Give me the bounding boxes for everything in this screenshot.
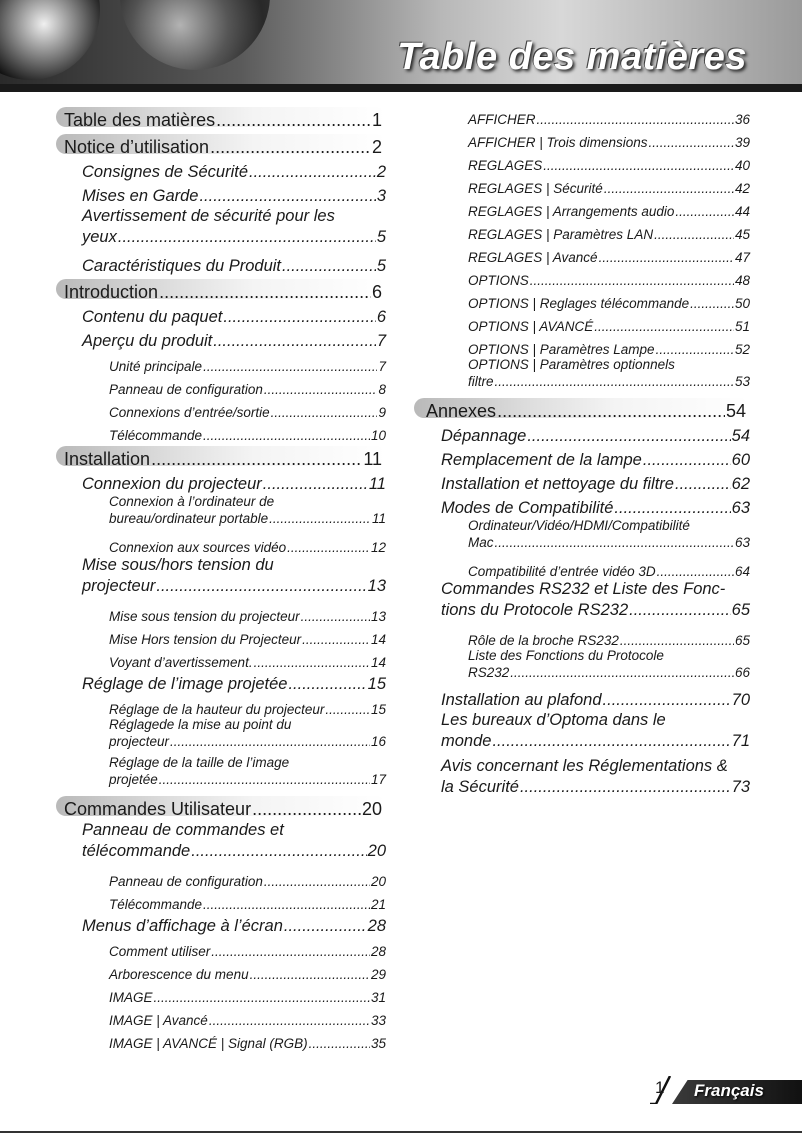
toc-entry[interactable] <box>414 265 750 288</box>
toc-entry[interactable] <box>414 625 750 648</box>
toc-entry[interactable] <box>56 104 386 131</box>
toc-page-number: 54 <box>731 427 750 445</box>
toc-entry[interactable] <box>56 647 386 670</box>
toc-entry[interactable] <box>56 303 386 327</box>
toc-dot-leader <box>594 319 734 334</box>
toc-entry[interactable] <box>56 206 386 252</box>
toc-entry[interactable] <box>56 670 386 694</box>
toc-page-number: 52 <box>734 342 750 357</box>
toc-entry-title: Réglage de la taille de l’image <box>109 755 290 770</box>
header-rule <box>0 84 802 92</box>
toc-entry-line2 <box>468 535 750 552</box>
toc-entry-title: Avertissement de sécurité pour les <box>82 207 335 225</box>
page-number: 1 <box>655 1078 665 1097</box>
toc-entry-title: Dépannage <box>441 427 527 445</box>
toc-dot-leader <box>497 401 725 422</box>
toc-entry-title: Consignes de Sécurité <box>82 163 249 181</box>
toc-dot-leader <box>675 475 731 494</box>
toc-entry-title-cont: projecteur <box>82 577 156 595</box>
toc-entry-title: REGLAGES <box>468 158 543 173</box>
toc-entry[interactable] <box>414 288 750 311</box>
toc-page-number: 39 <box>734 135 750 150</box>
toc-dot-leader <box>690 296 734 311</box>
toc-entry-title: Aperçu du produit <box>82 332 213 350</box>
toc-entry-title: Mise sous/hors tension du <box>82 556 274 574</box>
toc-dot-leader <box>264 382 378 397</box>
toc-entry[interactable] <box>56 820 386 866</box>
toc-page-number: 5 <box>376 228 386 246</box>
toc-dot-leader <box>191 841 366 862</box>
toc-dot-leader <box>159 772 370 789</box>
toc-entry-title: Panneau de commandes et <box>82 821 284 839</box>
toc-page-number: 31 <box>370 990 386 1005</box>
toc-dot-leader <box>252 799 361 820</box>
toc-entry-title-cont: projetée <box>109 771 158 787</box>
toc-page-number: 15 <box>370 702 386 717</box>
toc-entry-title: Connexions d’entrée/sortie <box>109 405 270 420</box>
toc-entry[interactable] <box>56 158 386 182</box>
toc-entry-title-cont: tions du Protocole RS232 <box>441 601 629 619</box>
toc-page-number: 44 <box>734 204 750 219</box>
toc-entry[interactable] <box>56 470 386 494</box>
toc-entry[interactable] <box>56 327 386 351</box>
toc-entry[interactable] <box>414 579 750 625</box>
toc-page-number: 71 <box>731 732 750 750</box>
toc-entry[interactable] <box>56 397 386 420</box>
toc-dot-leader <box>211 944 370 959</box>
toc-dot-leader <box>151 449 362 470</box>
toc-page-number: 63 <box>731 499 750 517</box>
toc-entry-title: OPTIONS | AVANCÉ <box>468 319 594 334</box>
toc-page-number: 20 <box>367 842 386 860</box>
toc-entry[interactable] <box>56 1005 386 1028</box>
toc-page-number: 42 <box>734 181 750 196</box>
toc-page-number: 47 <box>734 250 750 265</box>
toc-entry-title-cont: monde <box>441 732 492 750</box>
toc-entry-title: Commandes Utilisateur <box>64 799 252 819</box>
toc-dot-leader <box>654 227 734 242</box>
toc-dot-leader <box>213 332 376 351</box>
toc-entry[interactable] <box>414 219 750 242</box>
toc-dot-leader <box>301 609 370 624</box>
toc-page-number: 12 <box>370 540 386 555</box>
toc-page-number: 54 <box>725 401 746 421</box>
toc-entry[interactable] <box>56 755 386 793</box>
toc-entry-title: Comment utiliser <box>109 944 211 959</box>
toc-entry[interactable] <box>56 889 386 912</box>
toc-entry[interactable] <box>414 756 750 802</box>
toc-entry-title: Installation et nettoyage du filtre <box>441 475 674 493</box>
toc-entry-title: Compatibilité d’entrée vidéo 3D <box>468 564 656 579</box>
toc-page-number: 64 <box>734 564 750 579</box>
toc-entry-line2 <box>468 374 750 391</box>
toc-entry[interactable] <box>56 959 386 982</box>
toc-entry[interactable] <box>56 601 386 624</box>
toc-dot-leader <box>649 135 734 150</box>
projector-lens-image <box>0 0 100 80</box>
toc-entry-title: Panneau de configuration <box>109 382 263 397</box>
toc-entry-title: Installation au plafond <box>441 691 602 709</box>
toc-page-number: 8 <box>378 382 386 397</box>
toc-entry[interactable] <box>56 351 386 374</box>
toc-page-number: 13 <box>370 609 386 624</box>
toc-entry[interactable] <box>414 686 750 710</box>
toc-page-number: 60 <box>731 451 750 469</box>
toc-entry-title: OPTIONS <box>468 273 529 288</box>
toc-entry-title: Installation <box>64 449 151 469</box>
toc-entry-title: OPTIONS | Paramètres Lampe <box>468 342 655 357</box>
toc-entry[interactable] <box>414 518 750 556</box>
toc-dot-leader <box>492 731 730 752</box>
toc-dot-leader <box>657 564 734 579</box>
toc-page-number: 10 <box>370 428 386 443</box>
toc-entry[interactable] <box>414 173 750 196</box>
toc-dot-leader <box>527 427 730 446</box>
toc-dot-leader <box>495 374 734 391</box>
toc-entry-title-cont: yeux <box>82 228 117 246</box>
toc-dot-leader <box>495 535 734 552</box>
toc-dot-leader <box>675 204 734 219</box>
toc-page-number: 14 <box>370 632 386 647</box>
toc-dot-leader <box>254 655 370 670</box>
toc-dot-leader <box>209 1013 370 1028</box>
toc-entry[interactable] <box>414 556 750 579</box>
toc-entry-line2 <box>82 841 386 862</box>
toc-entry-title-cont: projecteur <box>109 733 170 749</box>
toc-entry-title: REGLAGES | Avancé <box>468 250 598 265</box>
toc-page-number: 29 <box>370 967 386 982</box>
toc-entry[interactable] <box>56 252 386 276</box>
toc-entry-line2 <box>82 227 386 248</box>
toc-entry-title: Les bureaux d’Optoma dans le <box>441 711 666 729</box>
toc-dot-leader <box>599 250 734 265</box>
toc-page-number: 7 <box>378 359 386 374</box>
toc-entry[interactable] <box>56 532 386 555</box>
toc-entry[interactable] <box>56 420 386 443</box>
toc-dot-leader <box>302 632 370 647</box>
toc-entry[interactable] <box>414 395 750 422</box>
toc-page-number: 20 <box>370 874 386 889</box>
toc-page-number: 28 <box>370 944 386 959</box>
toc-page-number: 14 <box>370 655 386 670</box>
toc-entry-line2 <box>468 665 750 682</box>
toc-entry[interactable] <box>56 443 386 470</box>
toc-page-number: 66 <box>734 664 750 680</box>
toc-entry[interactable] <box>56 717 386 755</box>
toc-dot-leader <box>199 187 375 206</box>
toc-entry-title: IMAGE | AVANCÉ | Signal (RGB) <box>109 1036 308 1051</box>
toc-entry-title: Caractéristiques du Produit <box>82 257 282 275</box>
toc-dot-leader <box>156 576 366 597</box>
toc-entry-title: Réglagede la mise au point du <box>109 717 292 732</box>
toc-page-number: 17 <box>370 771 386 787</box>
toc-dot-leader <box>603 691 731 710</box>
toc-entry-title: OPTIONS | Paramètres optionnels <box>468 357 675 372</box>
toc-page-number: 20 <box>361 799 382 819</box>
toc-page-number: 65 <box>734 633 750 648</box>
projector-lens-image-secondary <box>120 0 270 70</box>
toc-entry-title: Télécommande <box>109 428 203 443</box>
toc-entry-title: OPTIONS | Reglages télécommande <box>468 296 690 311</box>
toc-entry[interactable] <box>56 182 386 206</box>
toc-entry[interactable] <box>414 494 750 518</box>
toc-page-number: 11 <box>371 510 386 526</box>
toc-dot-leader <box>282 257 376 276</box>
toc-entry-title: Mise Hors tension du Projecteur <box>109 632 302 647</box>
toc-entry[interactable] <box>414 127 750 150</box>
toc-dot-leader <box>249 163 376 182</box>
toc-entry-title: Mises en Garde <box>82 187 199 205</box>
toc-entry-title: IMAGE <box>109 990 153 1005</box>
toc-dot-leader <box>530 273 734 288</box>
toc-dot-leader <box>620 633 734 648</box>
toc-dot-leader <box>325 702 370 717</box>
toc-dot-leader <box>604 181 734 196</box>
toc-dot-leader <box>643 451 731 470</box>
toc-page-number: 40 <box>734 158 750 173</box>
toc-dot-leader <box>269 511 371 528</box>
toc-page-number: 63 <box>734 534 750 550</box>
toc-entry[interactable] <box>414 104 750 127</box>
toc-page-number: 3 <box>376 187 386 205</box>
toc-entry-title: Table des matières <box>64 110 216 130</box>
toc-entry-title: Introduction <box>64 282 159 302</box>
toc-page-number: 2 <box>376 163 386 181</box>
toc-entry[interactable] <box>414 196 750 219</box>
toc-entry-title: Remplacement de la lampe <box>441 451 642 469</box>
toc-page-number: 15 <box>367 675 386 693</box>
toc-entry-title: Annexes <box>426 401 497 421</box>
toc-entry[interactable] <box>414 648 750 686</box>
toc-entry-line2 <box>109 734 386 751</box>
toc-page-number: 70 <box>731 691 750 709</box>
toc-entry-title: REGLAGES | Paramètres LAN <box>468 227 654 242</box>
toc-dot-leader <box>510 665 734 682</box>
toc-dot-leader <box>210 137 371 158</box>
toc-page-number: 35 <box>370 1036 386 1051</box>
toc-entry-title-cont: filtre <box>468 373 494 389</box>
toc-dot-leader <box>656 342 734 357</box>
toc-right-column <box>414 104 750 802</box>
toc-dot-leader <box>203 359 377 374</box>
toc-entry-title: AFFICHER | Trois dimensions <box>468 135 648 150</box>
toc-dot-leader <box>264 874 370 889</box>
toc-entry-title: Modes de Compatibilité <box>441 499 614 517</box>
toc-dot-leader <box>203 428 370 443</box>
toc-entry-title: Connexion aux sources vidéo <box>109 540 287 555</box>
toc-page-number: 65 <box>731 601 750 619</box>
toc-dot-leader <box>263 475 368 494</box>
toc-page-number: 7 <box>376 332 386 350</box>
toc-entry-title-cont: Mac <box>468 534 494 550</box>
toc-entry-title-cont: bureau/ordinateur portable <box>109 510 269 526</box>
toc-page-number: 9 <box>378 405 386 420</box>
page-title: Table des matières <box>397 36 747 78</box>
toc-entry[interactable] <box>56 624 386 647</box>
toc-entry-title: REGLAGES | Sécurité <box>468 181 603 196</box>
toc-entry[interactable] <box>414 357 750 395</box>
toc-page-number: 33 <box>370 1013 386 1028</box>
toc-page-number: 51 <box>734 319 750 334</box>
toc-page-number: 13 <box>367 577 386 595</box>
toc-entry-title: Panneau de configuration <box>109 874 263 889</box>
toc-dot-leader <box>203 897 370 912</box>
toc-page-number: 2 <box>371 137 382 157</box>
toc-entry[interactable] <box>414 242 750 265</box>
toc-dot-leader <box>543 158 734 173</box>
toc-dot-leader <box>309 1036 370 1051</box>
toc-page-number: 28 <box>367 917 386 935</box>
toc-dot-leader <box>614 499 730 518</box>
toc-entry-title: Voyant d’avertissement. <box>109 655 253 670</box>
toc-entry-title: Unité principale <box>109 359 203 374</box>
toc-entry-title: Connexion du projecteur <box>82 475 262 493</box>
toc-page-number: 48 <box>734 273 750 288</box>
toc-entry[interactable] <box>56 276 386 303</box>
toc-entry[interactable] <box>56 555 386 601</box>
toc-entry-title: Liste des Fonctions du Protocole <box>468 648 664 663</box>
toc-entry-title: Avis concernant les Réglementations & <box>441 757 728 775</box>
toc-entry[interactable] <box>56 494 386 532</box>
toc-dot-leader <box>154 990 370 1005</box>
toc-entry-title-cont: télécommande <box>82 842 191 860</box>
toc-page-number: 11 <box>368 475 386 493</box>
toc-entry-title: Mise sous tension du projecteur <box>109 609 300 624</box>
toc-entry[interactable] <box>414 710 750 756</box>
toc-dot-leader <box>629 600 731 621</box>
toc-entry[interactable] <box>56 374 386 397</box>
toc-entry-line2 <box>441 600 750 621</box>
toc-entry-title: REGLAGES | Arrangements audio <box>468 204 675 219</box>
toc-entry-title: IMAGE | Avancé <box>109 1013 208 1028</box>
toc-page-number: 36 <box>734 112 750 127</box>
toc-dot-leader <box>223 308 375 327</box>
toc-entry-title: AFFICHER <box>468 112 536 127</box>
toc-entry[interactable] <box>414 446 750 470</box>
toc-entry-title: Notice d’utilisation <box>64 137 210 157</box>
toc-page-number: 6 <box>376 308 386 326</box>
toc-entry-line2 <box>441 731 750 752</box>
toc-entry-title: Télécommande <box>109 897 203 912</box>
toc-dot-leader <box>250 967 370 982</box>
toc-dot-leader <box>284 917 367 936</box>
toc-entry[interactable] <box>56 131 386 158</box>
toc-entry-title-cont: RS232 <box>468 664 510 680</box>
toc-page-number: 5 <box>376 257 386 275</box>
language-label: Français <box>694 1081 764 1100</box>
toc-left-column <box>56 104 386 1051</box>
toc-entry-title: Réglage de l’image projetée <box>82 675 288 693</box>
toc-page-number: 16 <box>370 733 386 749</box>
toc-page-number: 45 <box>734 227 750 242</box>
toc-dot-leader <box>216 110 371 131</box>
toc-entry[interactable] <box>414 422 750 446</box>
toc-entry-title: Commandes RS232 et Liste des Fonc- <box>441 580 726 598</box>
toc-entry[interactable] <box>56 866 386 889</box>
toc-page-number: 53 <box>734 373 750 389</box>
toc-dot-leader <box>288 675 366 694</box>
toc-entry-line2 <box>82 576 386 597</box>
toc-dot-leader <box>159 282 371 303</box>
toc-entry-line2 <box>441 777 750 798</box>
toc-entry-title: Connexion à l’ordinateur de <box>109 494 275 509</box>
toc-page-number: 62 <box>731 475 750 493</box>
toc-page-number: 73 <box>731 778 750 796</box>
toc-entry-title: Contenu du paquet <box>82 308 223 326</box>
toc-entry[interactable] <box>414 150 750 173</box>
toc-entry-title: Menus d’affichage à l’écran <box>82 917 283 935</box>
toc-page-number: 21 <box>370 897 386 912</box>
toc-entry-title: Ordinateur/Vidéo/HDMI/Compatibilité <box>468 518 690 533</box>
toc-dot-leader <box>287 540 370 555</box>
toc-entry[interactable] <box>56 694 386 717</box>
toc-dot-leader <box>271 405 378 420</box>
toc-page-number: 11 <box>363 449 382 469</box>
toc-dot-leader <box>118 227 376 248</box>
toc-entry-title: Réglage de la hauteur du projecteur <box>109 702 325 717</box>
toc-dot-leader <box>537 112 734 127</box>
toc-entry[interactable] <box>56 982 386 1005</box>
toc-entry[interactable] <box>56 793 386 820</box>
toc-entry-title-cont: la Sécurité <box>441 778 519 796</box>
toc-page-number: 1 <box>371 110 382 130</box>
toc-entry[interactable] <box>56 912 386 936</box>
toc-page-number: 50 <box>734 296 750 311</box>
toc-entry[interactable] <box>414 334 750 357</box>
toc-dot-leader <box>170 734 370 751</box>
toc-entry-title: Rôle de la broche RS232 <box>468 633 619 648</box>
toc-entry-line2 <box>109 772 386 789</box>
footer-rule <box>0 1131 802 1133</box>
toc-entry[interactable] <box>56 1028 386 1051</box>
toc-entry[interactable] <box>414 470 750 494</box>
toc-entry-title: Arborescence du menu <box>109 967 249 982</box>
toc-dot-leader <box>520 777 731 798</box>
toc-entry[interactable] <box>56 936 386 959</box>
toc-entry-line2 <box>109 511 386 528</box>
toc-page-number: 6 <box>371 282 382 302</box>
toc-entry[interactable] <box>414 311 750 334</box>
